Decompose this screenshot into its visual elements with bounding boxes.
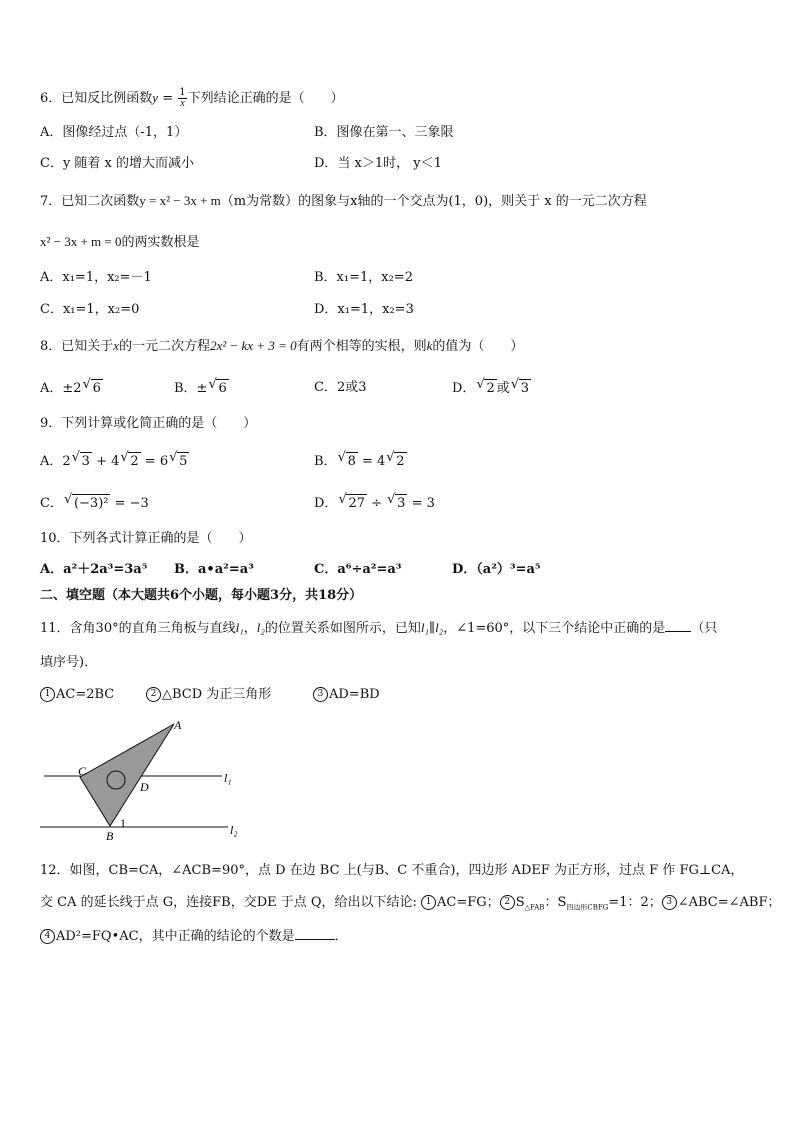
q8-stem [40,337,523,356]
q11-text-e: （只 [691,621,718,636]
q9-b-label: B． [314,454,337,469]
q6-func-y: y [152,90,159,105]
q12-c4-num: 4 [40,929,55,944]
label-A: A [174,718,182,732]
q6-option-d: D．当 x＞1时， y＜1 [314,156,442,171]
q7-option-b: B．x₁=1，x₂=2 [314,270,413,285]
q8-text-a: 8．已知关于 [40,339,114,354]
q8-a-radical: √ 6 [91,379,103,398]
q12-end: ． [334,929,348,944]
q9-a-radical-2: √ 2 [128,452,140,471]
q9-option-c [40,494,149,513]
q7-stem [40,192,647,211]
q11-answer-blank[interactable] [665,619,691,632]
q9-a-radical-3: √ 5 [177,452,189,471]
q6-frac-den: x [180,98,185,109]
q9-a-radical-1: √ 3 [80,452,92,471]
q11-conclusion-1 [40,686,114,704]
q9-d-radical-2: √ 3 [395,494,407,513]
q11-conclusion-3 [313,686,380,704]
q9-d-radical-1: √ 27 [346,494,367,513]
q6-eq: = [158,91,178,106]
q12-c1-num: 1 [421,895,436,910]
q7-func: y = x² − 3x + m [139,193,221,208]
q8-d-radical-1: √ 2 [484,379,496,398]
q11-conclusion-2 [146,686,271,704]
q7-text-b: （m为常数）的图象与x轴的一个交点为(1，0)，则关于 x 的一元二次方程 [220,194,647,209]
q9-c-label: C． [40,496,63,511]
q11-c2-num: 2 [146,687,161,702]
q8-equation: 2x² − kx + 3 = 0 [210,338,297,353]
q12-c4-text: AD²=FQ•AC，其中正确的结论的个数是 [56,929,295,944]
q9-option-a [40,452,189,471]
q6-option-c: C．y 随着 x 的增大而减小 [40,156,195,171]
q11-parallel: ∥ [429,621,436,636]
q9-a-expr-3: = 6 [140,454,169,469]
q12-answer-blank[interactable] [295,927,335,940]
q11-l1-b: l₁ [420,620,430,635]
q8-option-a [40,379,103,398]
q6-suffix: 下列结论正确的是（ ） [187,91,344,106]
q9-b-expr: = 4 [357,454,386,469]
q11-text-b: ， [243,621,257,636]
q6-fraction [178,88,186,109]
label-1: 1 [120,816,126,830]
section-2-heading: 二、填空题（本大题共6个小题，每小题3分，共18分） [40,588,363,603]
q11-text-d: ，∠1=60°，以下三个结论中正确的是 [443,621,666,636]
q10-option-b: B．a•a²=a³ [174,562,254,577]
q12-c2-end: =1：2； [608,895,662,910]
q12-c3-num: 3 [662,895,677,910]
q9-a-expr-2: + 4 [91,454,120,469]
q6-prefix: 6．已知反比例函数 [40,91,153,106]
q9-option-d [314,494,435,513]
q6-stem [40,88,344,109]
q12-c2-sub1: △FAB [524,903,545,912]
q7-equation: x² − 3x + m = 0 [40,234,122,249]
q10-option-d: D．（a²）³=a⁵ [452,562,541,577]
q8-d-radical-2: √ 3 [519,379,531,398]
q11-c1-text: AC=2BC [56,687,115,702]
q11-text-a: 11．含角30°的直角三角板与直线 [40,621,236,636]
q9-d-expr-2: = 3 [407,496,435,511]
q7-text-c: 的两实数根是 [121,235,200,250]
q11-l2-b: l₂ [435,620,444,635]
q8-option-c: C．2或3 [314,380,367,395]
q11-c2-text: △BCD 为正三角形 [162,687,272,702]
q7-stem-2 [40,233,200,252]
q11-c3-text: AD=BD [329,687,380,702]
q9-stem: 9．下列计算或化简正确的是（ ） [40,416,257,431]
q12-c2-s: S [515,895,525,910]
q10-option-a: A．a²＋2a³=3a⁵ [40,562,148,577]
q7-option-c: C．x₁=1，x₂=0 [40,302,140,317]
q11-c3-num: 3 [313,687,328,702]
q7-text-a: 7．已知二次函数 [40,194,140,209]
label-l2: l₂ [230,823,238,837]
q8-b-radical: √ 6 [216,379,228,398]
q8-text-b: 的一元二次方程 [119,339,211,354]
q12-stem-2 [40,894,781,917]
q12-c2-num: 2 [500,895,515,910]
q11-stem-2: 填序号)． [40,655,98,670]
q9-a-expr-1: 2 [62,454,71,469]
q9-d-expr-1: ÷ [366,496,387,511]
label-C: C [78,764,87,778]
q8-text-d: 的值为（ ） [432,339,524,354]
q11-text-c: 的位置关系如图所示，已知 [264,621,421,636]
q11-l1: l₁ [235,620,244,635]
q12-c1-text: AC=FG； [437,895,500,910]
q8-option-d [452,379,531,398]
q9-b-radical-2: √ 2 [394,452,406,471]
label-B: B [106,829,114,843]
label-D: D [140,780,149,794]
q7-option-a: A．x₁=1，x₂=－1 [40,270,152,285]
q8-d-or: 或 [496,381,510,396]
q9-c-radical: √ (−3)² [72,494,111,513]
q9-a-label: A． [40,454,63,469]
q12-c2-sub2: 四边形CBFG [566,903,609,912]
q11-stem [40,619,717,638]
q10-stem: 10．下列各式计算正确的是（ ） [40,531,252,546]
q9-c-expr: = −3 [110,496,149,511]
q8-text-c: 有两个相等的实根，则 [296,339,427,354]
q8-var-k: k [426,338,433,353]
q9-d-label: D． [314,496,338,511]
q6-frac-num: 1 [179,87,186,98]
q6-option-a: A．图像经过点（-1，1） [40,125,188,140]
q12-text-a: 交 CA 的延长线于点 G，连接FB，交DE 于点 Q，给出以下结论: [40,895,422,910]
q11-l2: l₂ [256,620,265,635]
triangle-abc [80,724,174,826]
q8-b-label: B．± [174,381,208,396]
q9-option-b [314,452,407,471]
q11-c1-num: 1 [40,687,55,702]
q8-var-x: x [113,338,120,353]
q10-option-c: C．a⁶÷a²=a³ [314,562,402,577]
q12-c3-text: ∠ABC=∠ABF； [677,895,781,910]
q8-d-label: D． [452,381,476,396]
q8-a-label: A．±2 [40,381,82,396]
q12-c2-mid: ：S [544,895,567,910]
label-l1: l₁ [224,771,232,785]
q7-option-d: D．x₁=1，x₂=3 [314,302,414,317]
q6-option-b: B．图像在第一、三象限 [314,125,454,140]
q12-stem-3 [40,927,348,946]
q8-option-b [174,379,229,398]
q9-b-radical-1: √ 8 [346,452,358,471]
q12-stem-1: 12．如图，CB=CA，∠ACB=90°，点 D 在边 BC 上(与B、C 不重合)，四边形 ADEF 为正方形，过点 F 作 FG⊥CA， [40,863,744,878]
q11-figure [36,714,256,844]
